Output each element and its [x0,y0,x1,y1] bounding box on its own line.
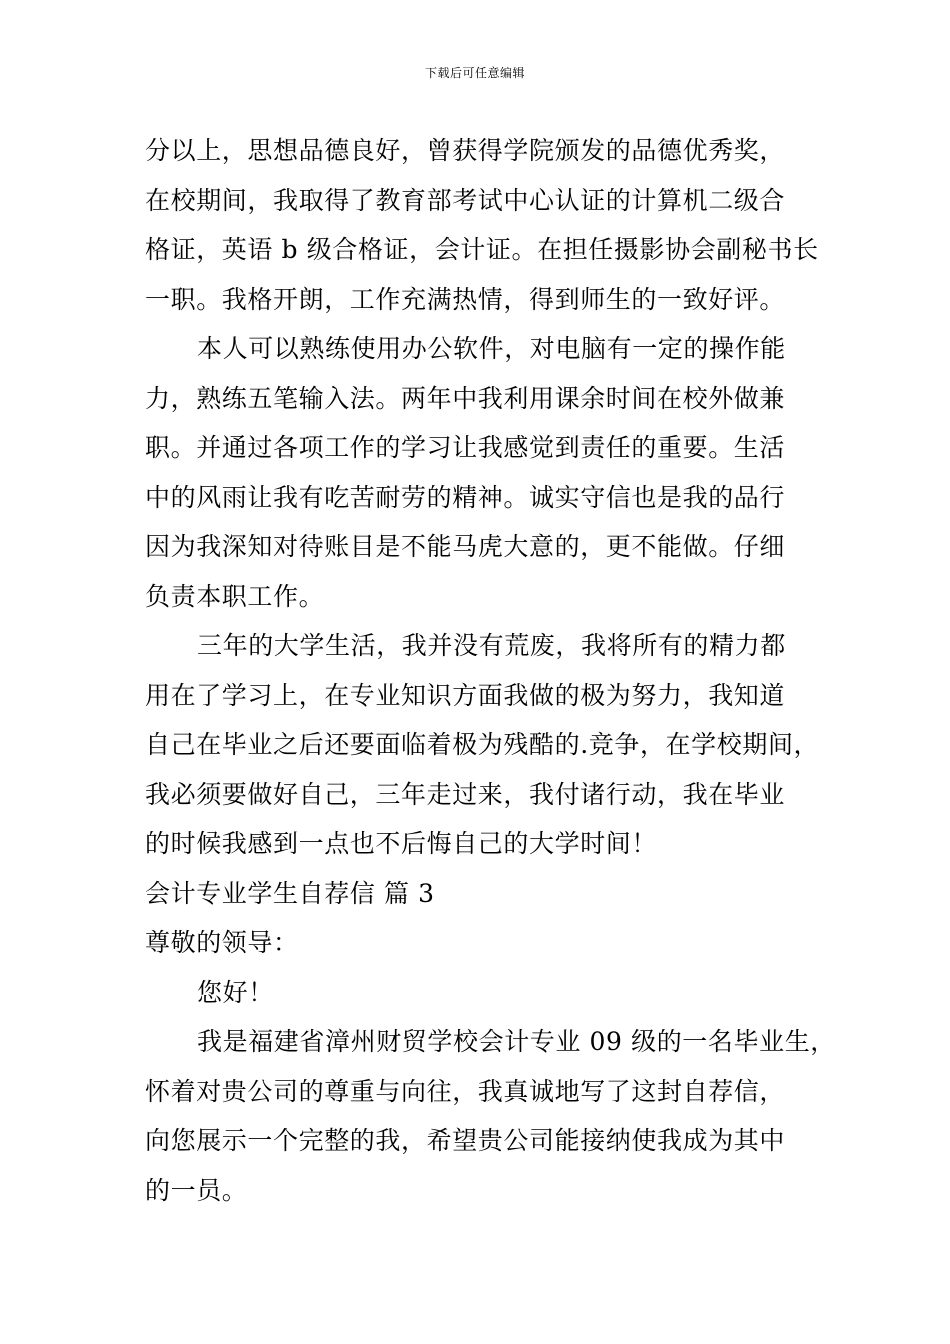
paragraph-start-line: 三年的大学生活，我并没有荒废，我将所有的精力都 [197,631,786,660]
paragraph-start-line: 我是福建省漳州财贸学校会计专业 09 级的一名毕业生， [197,1027,836,1056]
text-line: 自己在毕业之后还要面临着极为残酷的.竞争，在学校期间， [145,730,820,759]
text-line: 因为我深知对待账目是不能马虎大意的，更不能做。仔细 [145,532,786,561]
greeting: 您好！ [197,977,274,1007]
text-line: 力，熟练五笔输入法。两年中我利用课余时间在校外做兼 [145,383,786,413]
salutation: 尊敬的领导： [145,928,299,957]
text-line: 我必须要做好自己，三年走过来，我付诸行动，我在毕业 [145,779,786,809]
text-line: 的一员。 [145,1175,248,1205]
text-line: 格证，英语 b 级合格证，会计证。在担任摄影协会副秘书长 [145,235,819,264]
text-line: 中的风雨让我有吃苦耐劳的精神。诚实守信也是我的品行 [145,482,786,512]
text-line: 在校期间，我取得了教育部考试中心认证的计算机二级合 [145,185,786,215]
text-line: 职。并通过各项工作的学习让我感觉到责任的重要。生活 [145,433,786,462]
text-line: 一职。我格开朗，工作充满热情，得到师生的一致好评。 [145,284,786,314]
text-line: 用在了学习上，在专业知识方面我做的极为努力，我知道 [145,680,786,710]
text-line: 分以上，思想品德良好，曾获得学院颁发的品德优秀奖， [145,136,786,165]
text-line: 怀着对贵公司的尊重与向往，我真诚地写了这封自荐信， [145,1076,786,1106]
text-line: 负责本职工作。 [145,581,325,611]
document-body [145,126,835,1215]
paragraph-start-line: 本人可以熟练使用办公软件，对电脑有一定的操作能 [197,334,786,363]
text-line: 向您展示一个完整的我，希望贵公司能接纳使我成为其中 [145,1126,786,1155]
section-heading: 会计专业学生自荐信 篇 3 [145,878,435,908]
text-line: 的时候我感到一点也不后悔自己的大学时间！ [145,829,658,858]
page-header: 下载后可任意编辑 [424,66,525,80]
